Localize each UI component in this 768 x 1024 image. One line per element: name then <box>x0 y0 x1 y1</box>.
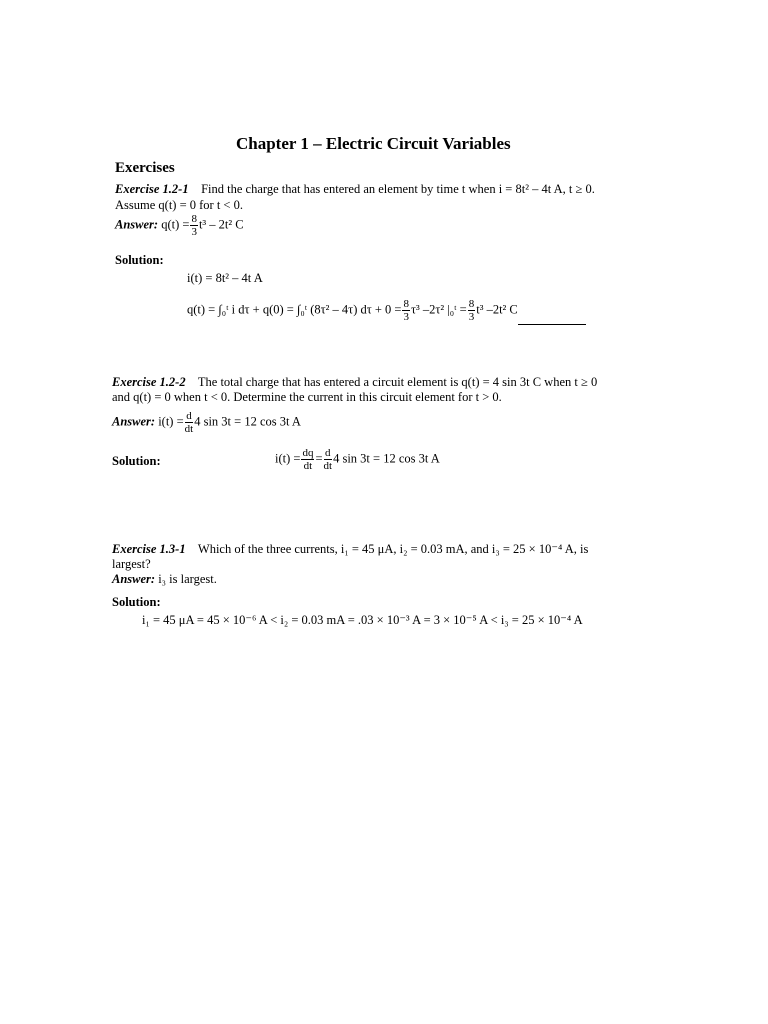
exercise-text: The total charge that has entered a circuit element is q(t) = 4 sin 3t C when t ≥ 0 <box>197 375 598 389</box>
exercise-1-2-1-statement <box>115 181 595 197</box>
exercise-1-2-1-solution-label: Solution: <box>115 253 164 267</box>
solution-fraction-1: $\frac{dq}{dt}$ <box>302 447 314 472</box>
solution-result: t³ –2t² C <box>476 302 518 317</box>
solution-lhs: i(t) = <box>275 451 301 466</box>
answer-text: i₃ is largest. <box>158 572 217 586</box>
solution-equals: = <box>315 451 323 466</box>
exercise-label: Exercise 1.2-2 <box>112 375 186 389</box>
page-title: Chapter 1 – Electric Circuit Variables <box>236 134 511 153</box>
solution-integral: q(t) = ∫₀ᵗ i dτ + q(0) = ∫₀ᵗ (8τ² – 4τ) dτ + 0 = <box>187 302 402 317</box>
answer-lhs: q(t) = <box>161 217 190 232</box>
solution-evaluation: τ³ –2τ² |₀ᵗ = <box>410 302 467 317</box>
exercise-label: Exercise 1.3-1 <box>112 542 186 556</box>
exercise-text: Which of the three currents, i₁ = 45 μA, i₂ = 0.03 mA, and i₃ = 25 × 10⁻⁴ A, is <box>197 542 589 556</box>
exercise-1-2-2-statement-cont: and q(t) = 0 when t < 0. Determine the current in this circuit element for t > 0. <box>112 390 502 404</box>
exercise-1-2-2-solution-label: Solution: <box>112 454 161 468</box>
answer-lhs: i(t) = <box>158 414 184 429</box>
exercise-1-2-2-answer <box>112 410 301 435</box>
answer-rest: t³ – 2t² C <box>198 217 244 232</box>
answer-label: Answer: <box>112 572 156 586</box>
exercise-label: Exercise 1.2-1 <box>115 182 189 196</box>
section-heading: Exercises <box>115 160 175 176</box>
exercise-1-3-1-statement <box>112 541 588 557</box>
exercise-1-3-1-answer <box>112 571 217 587</box>
solution-fraction-1: $\frac{8}{3}$ <box>403 298 409 323</box>
exercise-1-2-1-solution-line-2 <box>187 298 518 323</box>
exercise-1-3-1-solution-line: i₁ = 45 μA = 45 × 10⁻⁶ A < i₂ = 0.03 mA = .03 × 10⁻³ A = 3 × 10⁻⁵ A < i₃ = 25 × 10⁻⁴ A <box>142 613 583 627</box>
exercise-1-2-1-answer <box>115 213 244 238</box>
exercise-1-2-1-statement-cont: Assume q(t) = 0 for t < 0. <box>115 198 243 212</box>
exercise-1-3-1-solution-label: Solution: <box>112 595 161 609</box>
solution-fraction-2: $\frac{d}{dt}$ <box>323 447 333 472</box>
exercise-1-2-2-statement <box>112 374 597 390</box>
answer-rest: 4 sin 3t = 12 cos 3t A <box>194 414 301 429</box>
exercise-text: Find the charge that has entered an element by time t when i = 8t² – 4t A, t ≥ 0. <box>201 182 595 196</box>
solution-result: 4 sin 3t = 12 cos 3t A <box>333 451 440 466</box>
result-underline <box>518 324 586 325</box>
exercise-1-2-2-solution-line <box>275 447 440 472</box>
answer-fraction: $\frac{d}{dt}$ <box>184 410 194 435</box>
answer-fraction: $\frac{8}{3}$ <box>191 213 197 238</box>
exercise-1-2-1-solution-line-1: i(t) = 8t² – 4t A <box>187 271 263 285</box>
answer-label: Answer: <box>115 217 159 232</box>
solution-fraction-2: $\frac{8}{3}$ <box>468 298 475 323</box>
answer-label: Answer: <box>112 414 156 429</box>
exercise-1-3-1-statement-cont: largest? <box>112 557 151 571</box>
